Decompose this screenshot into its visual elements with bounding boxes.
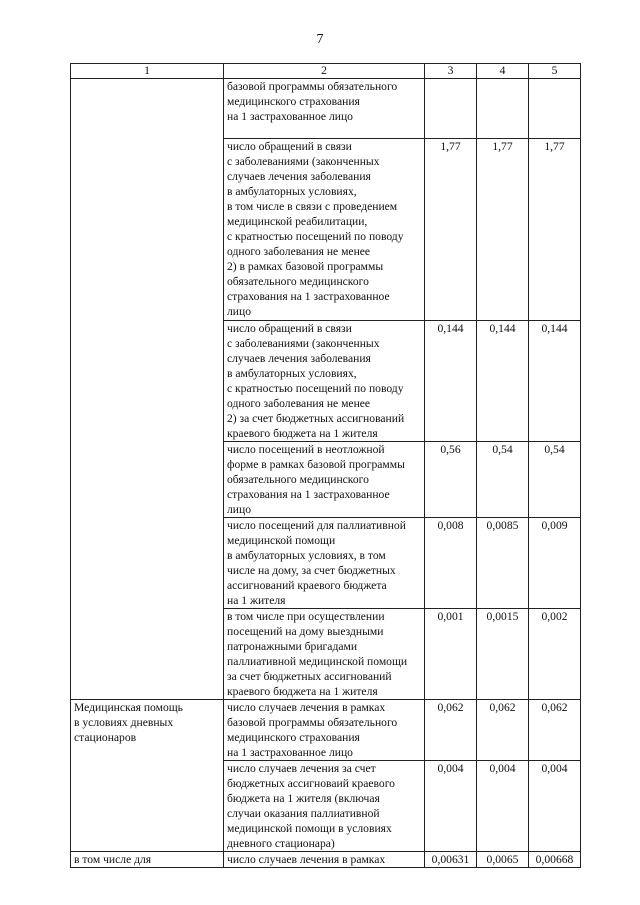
care-type-cell: в том числе для bbox=[71, 852, 224, 868]
value-col4: 0,0065 bbox=[477, 852, 529, 868]
page-number: 7 bbox=[316, 32, 324, 47]
value-col4: 0,0015 bbox=[477, 609, 529, 700]
value-col5: 0,144 bbox=[529, 321, 581, 442]
table-row bbox=[71, 79, 581, 139]
value-col4: 0,062 bbox=[477, 700, 529, 761]
care-type-cell bbox=[71, 518, 224, 609]
value-col5: 0,54 bbox=[529, 442, 581, 518]
table-row bbox=[71, 139, 581, 321]
indicator-description: число посещений в неотложной форме в рамках базовой программы обязательного медицинского страхования на 1 застрахованное лицо bbox=[224, 442, 425, 518]
care-type-cell bbox=[71, 442, 224, 518]
value-col3: 0,008 bbox=[425, 518, 477, 609]
indicator-description: число обращений в связи с заболеваниями (законченных случаев лечения заболевания в амбулаторных условиях, в том числе в связи с проведением медицинской реабилитации, с кратностью посещений по поводу одного заболевания не менее 2) в рамках базовой программы обязательного медицинского страхования на 1 застрахованное лицо bbox=[224, 139, 425, 321]
value-col4: 0,54 bbox=[477, 442, 529, 518]
indicator-description: число случаев лечения в рамках базовой программы обязательного медицинского страхования на 1 застрахованное лицо bbox=[224, 700, 425, 761]
value-col3: 0,001 bbox=[425, 609, 477, 700]
value-col5: 0,062 bbox=[529, 700, 581, 761]
table-row bbox=[71, 761, 581, 852]
indicators-table bbox=[70, 63, 581, 868]
indicator-description: число посещений для паллиативной медицинской помощи в амбулаторных условиях, в том числе на дому, за счет бюджетных ассигнований краевого бюджета на 1 жителя bbox=[224, 518, 425, 609]
care-type-cell bbox=[71, 609, 224, 700]
value-col3: 0,56 bbox=[425, 442, 477, 518]
care-type-cell bbox=[71, 321, 224, 442]
table-header-row bbox=[71, 64, 581, 79]
column-header-3: 3 bbox=[425, 64, 477, 79]
value-col4: 1,77 bbox=[477, 139, 529, 321]
care-type-cell bbox=[71, 79, 224, 139]
value-col3: 1,77 bbox=[425, 139, 477, 321]
indicator-description: число обращений в связи с заболеваниями (законченных случаев лечения заболевания в амбулаторных условиях, с кратностью посещений по поводу одного заболевания не менее 2) за счет бюджетных ассигнований краевого бюджета на 1 жителя bbox=[224, 321, 425, 442]
indicator-description: в том числе при осуществлении посещений на дому выездными патронажными бригадами паллиативной медицинской помощи за счет бюджетных ассигнований краевого бюджета на 1 жителя bbox=[224, 609, 425, 700]
table-row bbox=[71, 518, 581, 609]
value-col5 bbox=[529, 79, 581, 139]
value-col3: 0,144 bbox=[425, 321, 477, 442]
value-col5: 0,004 bbox=[529, 761, 581, 852]
value-col4: 0,0085 bbox=[477, 518, 529, 609]
care-type-cell bbox=[71, 761, 224, 852]
value-col5: 0,002 bbox=[529, 609, 581, 700]
column-header-4: 4 bbox=[477, 64, 529, 79]
value-col4 bbox=[477, 79, 529, 139]
value-col4: 0,004 bbox=[477, 761, 529, 852]
column-header-2: 2 bbox=[224, 64, 425, 79]
indicator-description: базовой программы обязательного медицинского страхования на 1 застрахованное лицо bbox=[224, 79, 425, 139]
value-col3: 0,004 bbox=[425, 761, 477, 852]
column-header-1: 1 bbox=[71, 64, 224, 79]
table-row bbox=[71, 609, 581, 700]
indicator-description: число случаев лечения за счет бюджетных ассигноваий краевого бюджета на 1 жителя (включая случаи оказания паллиативной медицинской помощи в условиях дневного стационара) bbox=[224, 761, 425, 852]
care-type-cell: Медицинская помощь в условиях дневных стационаров bbox=[71, 700, 224, 761]
value-col4: 0,144 bbox=[477, 321, 529, 442]
care-type-cell bbox=[71, 139, 224, 321]
value-col5: 0,009 bbox=[529, 518, 581, 609]
value-col5: 1,77 bbox=[529, 139, 581, 321]
table-row bbox=[71, 852, 581, 868]
table-row bbox=[71, 442, 581, 518]
value-col5: 0,00668 bbox=[529, 852, 581, 868]
value-col3 bbox=[425, 79, 477, 139]
table-row bbox=[71, 700, 581, 761]
table-row bbox=[71, 321, 581, 442]
indicator-description: число случаев лечения в рамках bbox=[224, 852, 425, 868]
value-col3: 0,00631 bbox=[425, 852, 477, 868]
value-col3: 0,062 bbox=[425, 700, 477, 761]
column-header-5: 5 bbox=[529, 64, 581, 79]
